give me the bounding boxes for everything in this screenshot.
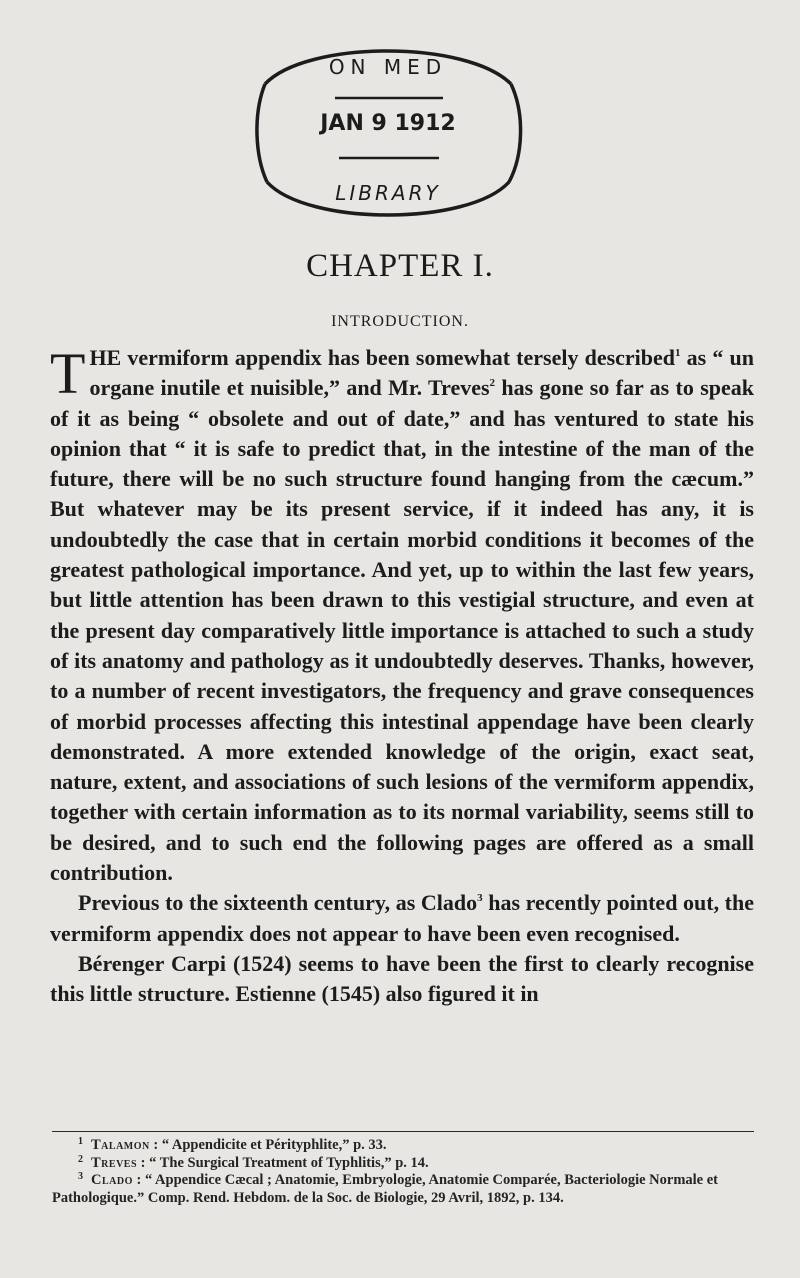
p1-text-a: HE vermiform appendix has been somewhat tersely described bbox=[89, 345, 676, 370]
footnote-text: : “ Appendice Cæcal ; Anatomie, Embryologie, Anatomie Comparée, Bacteriologie Normale et Pathologique.” Comp. Rend. Hebdom. de la Soc. de Biologie, 29 Avril, 1892, p. 134. bbox=[52, 1172, 719, 1206]
stamp-top-text: ON MED bbox=[328, 55, 448, 79]
footnote-2 bbox=[52, 1155, 754, 1173]
stamp-bottom-text: LIBRARY bbox=[335, 181, 441, 205]
p1-text-c: has gone so far as to speak of it as being “ obsolete and out of date,” and has ventured to state his opinion that “ it is safe to predict that, in the intestine of the man of the future, there will be no such structure found hanging from the cæcum.” But whatever may be its present service, if it indeed has any, it is undoubtedly the case that in certain morbid conditions it becomes of the greatest pathological importance. And yet, up to within the last few years, but little attention has been drawn to this vestigial structure, and even at the present day comparatively little importance is attached to such a study of its anatomy and pathology as it undoubtedly deserves. Thanks, however, to a number of recent investigators, the frequency and grave consequences of morbid processes affecting this intestinal appendage have been clearly demonstrated. A more extended knowledge of the origin, exact seat, nature, extent, and associations of such lesions of the vermiform appendix, together with certain information as to its normal variability, seems still to be desired, and to such end the following pages are offered as a small contribution. bbox=[50, 375, 754, 886]
footnote-author: Treves bbox=[91, 1154, 138, 1171]
footnote-ref-3: 3 bbox=[477, 892, 483, 905]
library-stamp bbox=[247, 44, 529, 220]
p1-text-b: as “ un organe inutile et nuisible,” and Mr. Treves bbox=[89, 345, 754, 401]
p2-text-a: Previous to the sixteenth century, as Clado bbox=[78, 890, 478, 916]
paragraph-1 bbox=[50, 343, 754, 888]
footnote-author: Clado bbox=[91, 1172, 133, 1188]
footnote-text: : “ Appendicite et Pérityphlite,” p. 33. bbox=[149, 1137, 387, 1153]
footnote-rule bbox=[52, 1131, 754, 1132]
footnote-ref-2: 2 bbox=[489, 377, 496, 390]
drop-cap: T bbox=[50, 341, 86, 406]
footnote-3 bbox=[52, 1172, 754, 1207]
chapter-title: CHAPTER I. bbox=[306, 248, 494, 284]
p2-text-b: has recently pointed out, the vermiform appendix does not appear to have been even recognised. bbox=[50, 890, 754, 946]
footnote-text: : “ The Surgical Treatment of Typhlitis,” p. 14. bbox=[137, 1154, 429, 1171]
footnote-ref-1: 1 bbox=[675, 347, 681, 359]
footnotes bbox=[52, 1137, 754, 1207]
footnote-number: 1 bbox=[78, 1136, 83, 1147]
section-title: INTRODUCTION. bbox=[331, 313, 469, 330]
footnote-number: 2 bbox=[78, 1153, 83, 1165]
footnote-number: 3 bbox=[78, 1171, 83, 1182]
stamp-date: JAN 9 1912 bbox=[320, 111, 456, 136]
footnote-1 bbox=[52, 1137, 754, 1155]
body-text bbox=[50, 343, 754, 1010]
paragraph-3: Bérenger Carpi (1524) seems to have been the first to clearly recognise this little structure. Estienne (1545) also figured it in bbox=[50, 950, 754, 1007]
footnote-author: Talamon bbox=[91, 1137, 150, 1153]
paragraph-2 bbox=[50, 888, 754, 949]
